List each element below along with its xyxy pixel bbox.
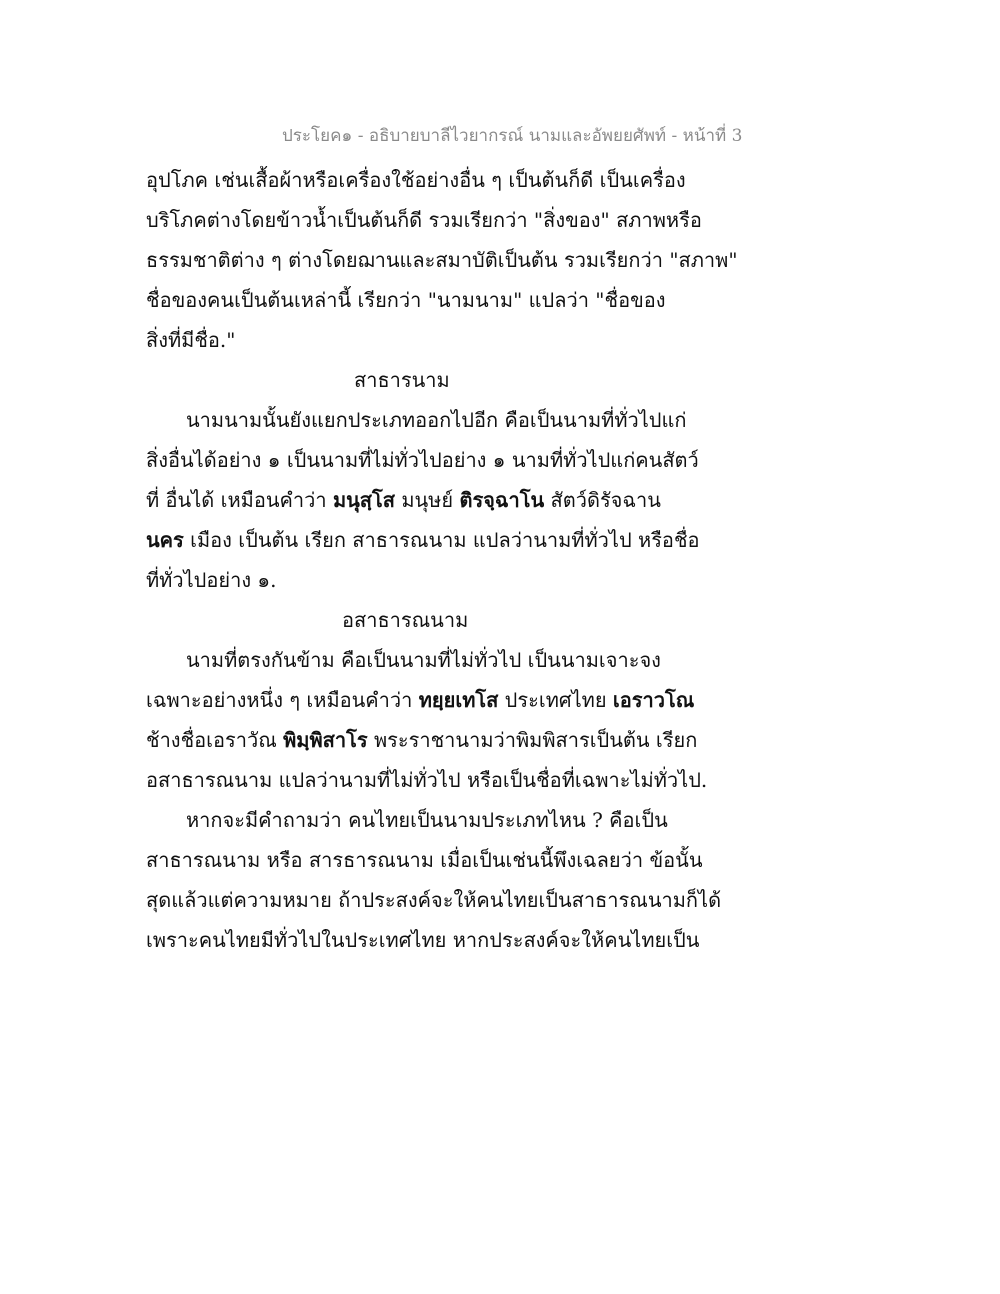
section-heading-sadharananam: สาธารนาม [354,368,450,392]
pali-term: พิมฺพิสาโร [283,728,368,752]
text-line: สาธารณนาม หรือ สารธารณนาม เมื่อเป็นเช่นนี้พึงเฉลยว่า ข้อนั้น [146,848,703,872]
text-line [146,520,726,560]
pali-term: เอราวโณ [612,688,695,712]
text-run: เมือง เป็นต้น เรียก สาธารณนาม แปลว่านามที่ทั่วไป หรือชื่อ [183,528,700,552]
pali-term: นคร [146,528,184,552]
text-line: ที่ทั่วไปอย่าง ๑. [146,568,277,592]
paragraph-3 [146,640,726,800]
text-line [146,720,726,760]
text-run: ที่ อื่นได้ เหมือนคำว่า [146,488,333,512]
text-line: ธรรมชาติต่าง ๆ ต่างโดยฌานและสมาบัติเป็นต้น รวมเรียกว่า "สภาพ" [146,248,738,272]
section-heading-asadharananam: อสาธารณนาม [342,608,469,632]
text-line: นามนามนั้นยังแยกประเภทออกไปอีก คือเป็นนามที่ทั่วไปแก่ [186,408,687,432]
running-header: ประโยค๑ - อธิบายบาลีไวยากรณ์ นามและอัพยยศัพท์ - หน้าที่ 3 [282,126,743,146]
text-run: มนุษย์ [394,488,460,512]
text-line: หากจะมีคำถามว่า คนไทยเป็นนามประเภทไหน ? คือเป็น [186,808,668,832]
paragraph-4 [146,800,726,960]
text-line: สุดแล้วแต่ความหมาย ถ้าประสงค์จะให้คนไทยเป็นสาธารณนามก็ได้ [146,888,722,912]
text-run: เฉพาะอย่างหนึ่ง ๆ เหมือนคำว่า [146,688,419,712]
text-line: สิ่งที่มีชื่อ." [146,328,236,352]
text-line: บริโภคต่างโดยข้าวน้ำเป็นต้นก็ดี รวมเรียกว่า "สิ่งของ" สภาพหรือ [146,208,702,232]
text-line [146,680,726,720]
pali-term: ติรจฺฉาโน [459,488,545,512]
text-line: นามที่ตรงกันข้าม คือเป็นนามที่ไม่ทั่วไป เป็นนามเจาะจง [186,648,661,672]
text-line: อสาธารณนาม แปลว่านามที่ไม่ทั่วไป หรือเป็นชื่อที่เฉพาะไม่ทั่วไป. [146,768,708,792]
text-run: ช้างชื่อเอราวัณ [146,728,284,752]
text-line: สิ่งอื่นได้อย่าง ๑ เป็นนามที่ไม่ทั่วไปอย่าง ๑ นามที่ทั่วไปแก่คนสัตว์ [146,448,699,472]
text-line: เพราะคนไทยมีทั่วไปในประเทศไทย หากประสงค์จะให้คนไทยเป็น [146,928,700,952]
pali-term: มนุสฺโส [332,488,395,512]
text-run: สัตว์ดิรัจฉาน [544,488,661,512]
text-line: ชื่อของคนเป็นต้นเหล่านี้ เรียกว่า "นามนาม" แปลว่า "ชื่อของ [146,288,666,312]
text-line [146,480,726,520]
paragraph-1 [146,160,738,360]
text-run: ประเทศไทย [498,688,613,712]
paragraph-2 [146,400,726,600]
pali-term: ทยฺยเทโส [418,688,499,712]
text-run: พระราชานามว่าพิมพิสารเป็นต้น เรียก [367,728,698,752]
text-line: อุปโภค เช่นเสื้อผ้าหรือเครื่องใช้อย่างอื่น ๆ เป็นต้นก็ดี เป็นเครื่อง [146,168,686,192]
body-text [146,160,738,960]
